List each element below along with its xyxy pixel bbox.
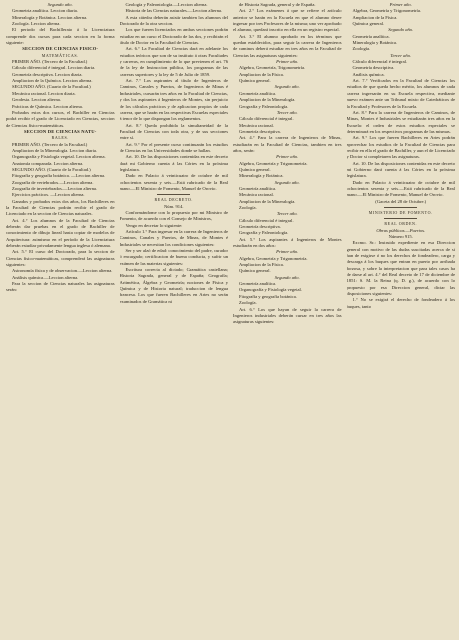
paragraph: Art. 7.° Los aspirantes al título de Ingenieros de Caminos, Canales y Puertos, de Ingenieros de Minas é Industriales, cursarán tres años en la Facultad de Ciencias, y dos los aspirantes á Ingenieros de Montes, sin perjuicio de los cálculos prácticos y de aplicacion propios de cada carrera, que se harán en las respectivas Escuelas especiales á tenor de lo que dispongan los reglamentos. xyxy=(119,78,228,122)
paragraph: Cálculo diferencial é integral. xyxy=(239,116,294,122)
paragraph: SEGUNDO AÑO. (Cuarto de la Facultad.) xyxy=(12,84,91,90)
paragraph: Art. 5.° El curso del Doctorado, para la seccion de Ciencias fisico-matemáticas, comprenderá las asignaturas siguientes: xyxy=(6,249,115,268)
paragraph: Ampliacion de la Mineralogía. Leccion diaria. xyxy=(12,147,98,153)
paragraph: Algebra, Geometría y Trigonometría. xyxy=(352,8,422,14)
paragraph: Ampliacion de la Física. xyxy=(352,14,398,20)
section-subheading: Primer año. xyxy=(389,2,412,7)
section-heading: SECCION DE CIENCIAS FISICO- xyxy=(22,46,99,52)
section-heading: SECCION DE CIENCIAS NATU- xyxy=(24,128,97,134)
section-label: MATEMÁTICAS. xyxy=(41,52,79,58)
paragraph: Algebra, Geometría y Trigonometría. xyxy=(239,160,308,166)
paragraph: Probados estos dos cursos, el Bachiller en Ciencias podrá recibir el grado de Licenciado en Ciencias, seccion de Ciencias físico-matemáticas. xyxy=(6,109,115,128)
paragraph: Geografía y Paleontología. xyxy=(239,103,289,109)
paragraph: Mineralogía y Botánica. xyxy=(352,40,398,46)
paragraph: Art. 9.° Los que fueren Bachilleres en Artes podrán aprovechar los estudios de la Facultad de Ciencias para recibir en ella el grado de Bachiller, y aun el de Licenciado y Doctor si completaren las asignaturas. xyxy=(346,135,455,160)
paragraph: Cálculo diferencial é integral. xyxy=(352,59,408,65)
paragraph: Zoografía de vertebrados.—Leccion alterna. xyxy=(12,179,94,185)
paragraph: Ampliacion de la Física. xyxy=(239,262,284,268)
paragraph: Ampliacion de la Física. xyxy=(239,71,284,77)
paragraph: Conformándome con lo propuesto por mi Ministro de Fomento, de acuerdo con el Consejo de Ministros, xyxy=(119,210,228,222)
section-subheading: Segundo año. xyxy=(47,2,73,7)
paragraph: Geometría descriptiva. xyxy=(352,65,395,71)
section-subheading: Tercer año. xyxy=(390,52,412,58)
paragraph: Mineralogía y Botánica. xyxy=(239,173,284,179)
paragraph: Ampliacion de la Mineralogía. xyxy=(239,97,296,103)
text-column-4 xyxy=(347,2,456,640)
paragraph: Geometria analítica. Leccion diaria. xyxy=(12,8,78,14)
paragraph: Ser y ser alzó de edad: conocimiento del padre, curador ó encargado; certificacion de buena conducta, y sufrir un exámen de las materias siguientes: xyxy=(119,248,228,266)
paragraph: Dado en Palacio á veinticuatro de octubre de mil ochocientos sesenta y seis.—Está rubricado de la Real mano.—El Ministro de Fomento, Manuel de Orovio. xyxy=(119,173,228,191)
paragraph: Geodesia. Leccion alterna. xyxy=(12,97,61,103)
paragraph: Art. 2.° Los exámenes á que se refiere el artículo anterior se harán en la Escuela en que el alumno desee ingresar por tres Profesores de la misma; uno ver aprobado el alumno, quedará inscrito en ella en un registro especial. xyxy=(233,8,342,33)
paragraph: Zoología. xyxy=(352,46,371,52)
paragraph: Vengo en decretar lo siguiente: xyxy=(125,222,183,228)
paragraph: Química general. xyxy=(239,166,271,172)
paragraph: Art. 6.° La Facultad de Ciencias dará en adelante los estudios teóricos que son de su instituto á otras Facultades y carreras, en cumplimiento de lo que previenen el art. 76 de la ley de Instruccion pública, los programas de las carreras superiores y la ley de 5 de Julio de 1859. xyxy=(119,46,228,77)
section-rule xyxy=(384,207,417,208)
section-subheading: Primer año. xyxy=(276,59,299,65)
paragraph: Organografía y Fisiología vegetal. xyxy=(239,287,302,293)
paragraph: Dado en Palacio á veinticuatro de octubre de mil ochocientos sesenta y seis.—Está rubricado de la Real mano.—El Ministro de Fomento, Manuel de Orovio. xyxy=(346,179,455,198)
paragraph: Geología y Paleontología.—Leccion alterna. xyxy=(125,2,208,7)
paragraph: Química general. xyxy=(239,78,271,84)
paragraph: PRIMER AÑO. (Tercero de la Facultad.) xyxy=(12,59,88,65)
centered-line: Número 915. xyxy=(388,234,413,240)
section-subheading: Segundo año. xyxy=(274,179,300,185)
paragraph: Mecánica racional. xyxy=(239,192,274,198)
paragraph: Organografía y Fisiología vegetal. Leccion alterna. xyxy=(12,154,106,160)
paragraph: Art. 10. De las disposiciones contenidas en este decreto dará mi Gobierno cuenta á las Córtes en la próxima legislatura. xyxy=(119,154,228,172)
paragraph: Geometría descriptiva. Leccion diaria. xyxy=(12,71,83,77)
paragraph: Algebra, Geometría y Trigonometría. xyxy=(239,255,308,261)
text-column-1 xyxy=(6,2,115,640)
paragraph: El periodo del Bachillerato á la Licenciatura comprende dos cursos para cada seccion en la forma siguiente: xyxy=(6,27,115,46)
paragraph: Art. 9.° Por el presente curso continuarán los estudios de Ciencias en las Universidades donde se hallan. xyxy=(119,141,228,153)
paragraph: Astronomía física y de observacion.—Leccion alterna. xyxy=(12,268,113,274)
paragraph: Mecánica racional. xyxy=(239,122,274,128)
paragraph: Ejercicios prácticos. —Leccion alterna. xyxy=(12,192,85,198)
section-subheading: Tercer año. xyxy=(276,109,298,115)
paragraph: Prácticas de Química. Leccion alterna. xyxy=(12,103,83,109)
section-subheading: Obras públicas.—Puertos. xyxy=(376,227,426,233)
section-subheading: Primer año. xyxy=(276,154,299,160)
section-rule xyxy=(157,194,190,195)
paragraph: Art. 4.° Para la carrera de Ingenieros de Minas, estudiarán en la Facultad de Ciencias, tambien en tres años, serán: xyxy=(233,135,342,153)
section-subheading: Segundo año. xyxy=(388,27,414,33)
section-label: MINISTERIO DE FOMENTO. xyxy=(368,210,433,215)
centered-line: (Gaceta del 28 de Octubre.) xyxy=(375,198,427,204)
paragraph: Historia de las Ciencias naturales.—Leccion alterna. xyxy=(125,8,223,14)
centered-line: Núm. 914. xyxy=(163,203,184,209)
paragraph: Geometría descriptiva. xyxy=(239,128,281,134)
paragraph: Geometría analítica. xyxy=(239,90,277,96)
paragraph: Cálculo diferencial é integral. Leccion diaria. xyxy=(12,65,96,71)
paragraph: Art. 3.° El alumno aprobado en los términos que quedan establecidos, para seguir la carrera de Ingenieros de caminos deberá estudiar en tres años en la Facultad de Ciencias las asignaturas siguientes: xyxy=(233,33,342,58)
paragraph: 1.° No se exigirá el derecho de fondeadero á los buques, tanto xyxy=(346,297,455,309)
paragraph: Los que fueren licenciados en ambas secciones podrán estudiar en un curso el Doctorado de las dos, y recibirán el título de Doctor en la Facultad de Ciencias. xyxy=(119,27,228,46)
paragraph: de Historia Sagrada, general y de España. xyxy=(239,2,316,7)
paragraph: Geografía y Paleontología. xyxy=(239,230,289,236)
section-label: RALES. xyxy=(51,135,69,141)
section-subheading: Segundo año. xyxy=(274,84,300,90)
paragraph: Mineralogía y Botánica. Leccion alterna. xyxy=(12,14,88,20)
text-column-2 xyxy=(120,2,229,640)
paragraph: Art. 8.° Queda prohibida la simultaneidad de la Facultad de Ciencias con toda otra, y de sus secciones entre sí. xyxy=(119,122,228,141)
section-label: REAL ORDEN. xyxy=(384,221,418,227)
paragraph: PRIMER AÑO. (Tercero de la Facultad.) xyxy=(12,141,88,147)
paragraph: Para la seccion de Ciencias naturales las asignaturas serán: xyxy=(6,281,115,293)
paragraph: Art. 4.° Los alumnos de la Facultad de Ciencias deberán dar pruebas en el grado de Bachiller de conocimiento de dibujo lineal hasta copiar de modelos de Arquitectura: asimismo en el período de la Licenciatura deberán estudiar privadamente lengua inglesa ó alemana. xyxy=(6,217,115,249)
paragraph: Geometría analítica. xyxy=(352,33,390,39)
paragraph: Artículo 1.° Para ingresar en la carrera de Ingenieros de Caminos, Canales y Puertos, de Minas, de Montes é Industriales se necesitan los condiciones siguientes: xyxy=(119,229,228,247)
paragraph: Ampliacion de la Mineralogía. xyxy=(239,198,296,204)
paragraph: Geometría analítica. xyxy=(239,281,277,287)
section-subheading: Segundo año. xyxy=(274,274,300,280)
section-rule xyxy=(384,218,417,219)
paragraph: Cálculo diferencial é integral. xyxy=(239,217,294,223)
paragraph: SEGUNDO AÑO. (Cuarto de la Facultad.) xyxy=(12,166,91,172)
paragraph: Análisis química.—Leccion alterna. xyxy=(12,274,79,280)
paragraph: Algebra, Geometría, Trigonometría. xyxy=(239,65,306,71)
paragraph: Fitografía y geografía botánica. xyxy=(239,293,297,299)
paragraph: Mecánica racional. Leccion diaria. xyxy=(12,90,76,96)
paragraph: Zoología. Leccion alterna. xyxy=(12,21,61,27)
paragraph: Geometría descriptiva. xyxy=(239,224,281,230)
paragraph: Química general. xyxy=(239,268,271,274)
paragraph: Art. 5.° Los aspirantes á Ingenieros de Montes estudiarán en dos años: xyxy=(233,236,342,249)
paragraph: Análisis química. xyxy=(352,71,385,77)
paragraph: Art. 8.° Para la carrera de Ingenieros de Caminos, de Minas, Montes é Industriales se estudiarán tres años en la Escuela: el orden de estos estudios especiales se determinará en los respectivos programas de las mismas. xyxy=(346,109,455,134)
paragraph: Art. 6.° Los que hayan de seguir la carrera de Ingenieros industriales deberán cursar en tres años las asignaturas siguientes: xyxy=(233,306,342,325)
section-label: REAL DECRETO. xyxy=(154,197,193,203)
paragraph: Art. 7.° Verificados en la Facultad de Ciencias los estudios de que queda hecho mérito, los alumnos de cada carrera ingresarán en su Escuela respectiva, mediante nuevo exámen ante un Tribunal mixto de Catedráticos de la Facultad y Profesores de la Escuela. xyxy=(346,78,455,109)
section-subheading: Tercer año. xyxy=(276,211,298,217)
paragraph: Geometría analítica. xyxy=(239,185,277,191)
paragraph: A esta cátedra deberán asistir tambien los alumnos del Doctorado de la otra seccion. xyxy=(119,14,228,27)
paragraph: Fitografía y geografía botánica. —Leccion alterna. xyxy=(12,173,106,179)
paragraph: Zoología. xyxy=(239,205,257,210)
paragraph: Zoología. xyxy=(239,300,257,306)
paragraph: Zoografía de invertebrados.—Leccion alterna. xyxy=(12,185,98,191)
text-column-3 xyxy=(233,2,342,640)
paragraph: Ampliacion de la Química. Leccion alterna. xyxy=(12,78,93,84)
paragraph: Ganados y probados estos dos años, los Bachilleres en la Facultad de Ciencias podrán recibir el grado de Licenciado en la seccion de Ciencias naturales. xyxy=(6,198,115,217)
paragraph: Anatomía comparada. Leccion alterna. xyxy=(12,160,84,166)
paragraph: Art. 10. De las disposiciones contenidas en este decreto mi Gobierno dará cuenta á las Córtes en la próxima legislatura. xyxy=(346,160,455,179)
paragraph: Excmo. Sr.: Instruido expediente en esa Direccion general con motivo de las dudas suscitadas acerca de si han de exigirse ó no los derechos de fondeadero, carga y descarga á los buques que entran en puerto por arribada forzosa, y sobre la interpretacion que para tales casos ha de darse al art. 4.° del Real decreto de 17 de diciembre de 1851: S. M. la Reina (q. D. g.), de acuerdo con lo propuesto por esa Direccion general, dictar las disposiciones siguientes: xyxy=(346,240,455,297)
section-subheading: Primer año. xyxy=(276,249,299,255)
paragraph: Escritura correcta al dictado; Gramática castellana; Historia Sagrada, general y de España; Geografía; Aritmética, Álgebra y Geometría; nociones de Física y Química y de Historia natural; traduccion de lengua francesa. Los que fueren Bachilleres en Artes no serán examinados de Gramática ni xyxy=(119,267,228,304)
paragraph: Química general. xyxy=(352,21,385,27)
